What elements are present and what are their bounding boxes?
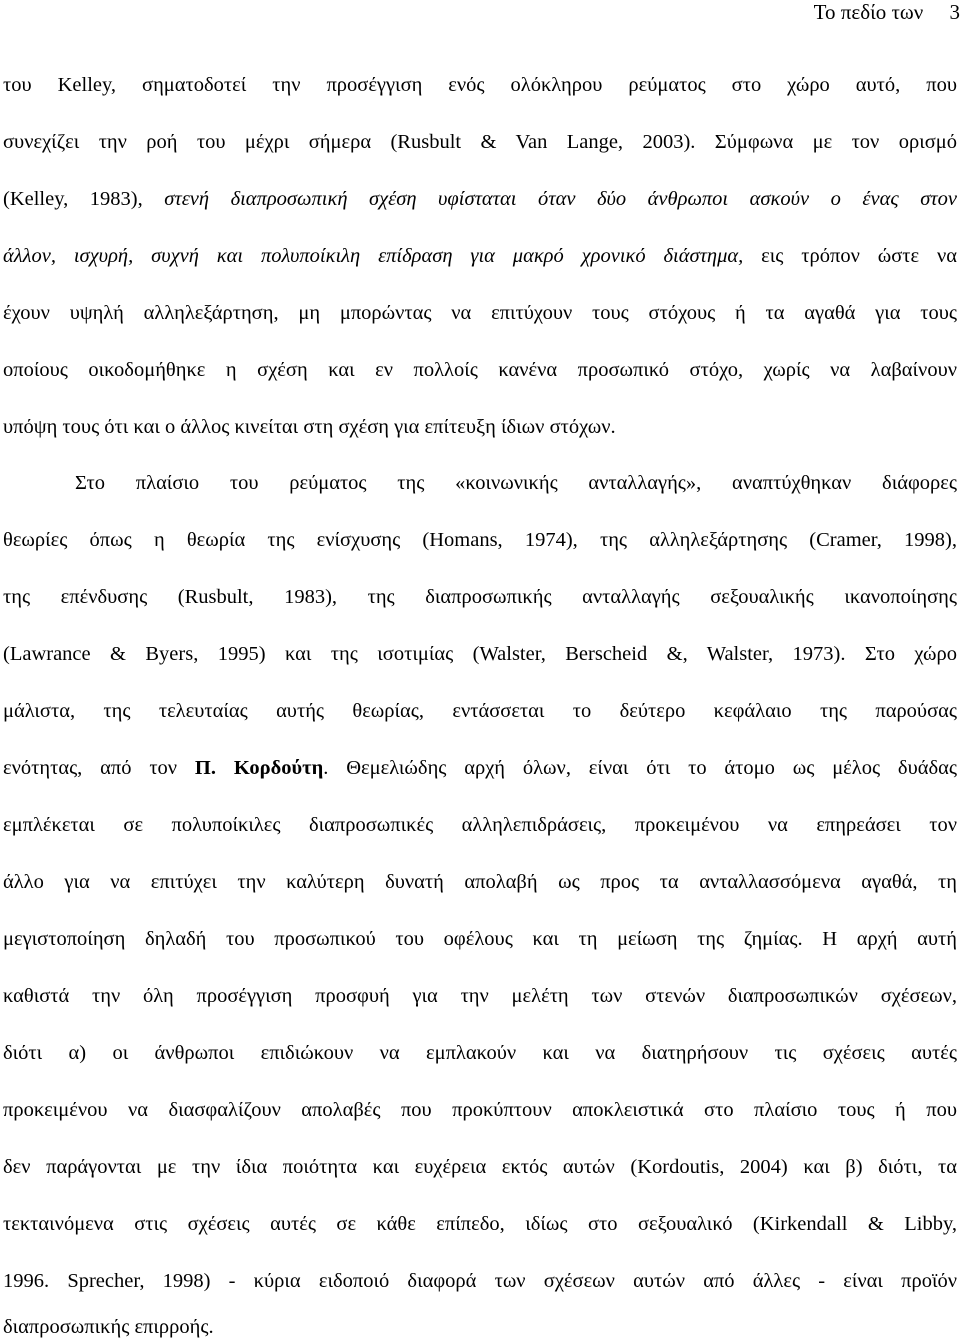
- author-name: Π. Κορδούτη: [194, 757, 324, 779]
- text-line: θεωρίες όπως η θεωρία της ενίσχυσης (Homans, 1974), της αλληλεξάρτησης (Cramer, 1998),: [3, 529, 957, 551]
- text-run: εις τρόπον ώστε να: [743, 245, 957, 267]
- text-line: μεγιστοποίηση δηλαδή του προσωπικού του οφέλους και τη μείωση της ζημίας. Η αρχή αυτή: [3, 928, 957, 950]
- page-number: 3: [949, 0, 960, 24]
- text-line: διαπροσωπικής επιρροής.: [3, 1316, 214, 1338]
- text-line: εμπλέκεται σε πολυποίκιλες διαπροσωπικές αλληλεπιδράσεις, προκειμένου να επηρεάσει τον: [3, 814, 957, 836]
- definition-text: στενή διαπροσωπική σχέση υφίσταται όταν δύο άνθρωποι ασκούν ο ένας στον: [164, 188, 957, 210]
- text-line: υπόψη τους ότι και ο άλλος κινείται στη σχέση για επίτευξη ίδιων στόχων.: [3, 416, 616, 438]
- running-header: [814, 0, 960, 24]
- text-line: μάλιστα, της τελευταίας αυτής θεωρίας, εντάσσεται το δεύτερο κεφάλαιο της παρούσας: [3, 700, 957, 722]
- text-line: 1996. Sprecher, 1998) - κύρια ειδοποιό διαφορά των σχέσεων αυτών από άλλες - είναι προϊόν: [3, 1270, 957, 1292]
- text-line: (Lawrance & Byers, 1995) και της ισοτιμίας (Walster, Berscheid &, Walster, 1973). Στο χώρο: [3, 643, 957, 665]
- paragraph-first-line: Στο πλαίσιο του ρεύματος της «κοινωνικής ανταλλαγής», αναπτύχθηκαν διάφορες: [75, 472, 957, 494]
- text-line: διότι α) οι άνθρωποι επιδιώκουν να εμπλακούν και να διατηρήσουν τις σχέσεις αυτές: [3, 1042, 957, 1064]
- text-line: [3, 241, 957, 271]
- text-run: ενότητας, από τον: [3, 757, 195, 779]
- definition-text: άλλον, ισχυρή, συχνή και πολυποίκιλη επίδραση για μακρό χρονικό διάστημα,: [3, 245, 744, 267]
- text-line: καθιστά την όλη προσέγγιση προσφυή για την μελέτη των στενών διαπροσωπικών σχέσεων,: [3, 985, 957, 1007]
- text-run: (Kelley, 1983),: [3, 188, 165, 210]
- text-run: . Θεμελιώδης αρχή όλων, είναι ότι το άτομο ως μέλος δυάδας: [323, 757, 957, 779]
- text-line: [3, 753, 957, 783]
- text-line: τεκταινόμενα στις σχέσεις αυτές σε κάθε επίπεδο, ιδίως στο σεξουαλικό (Kirkendall & Libby,: [3, 1213, 957, 1235]
- text-line: της επένδυσης (Rusbult, 1983), της διαπροσωπικής ανταλλαγής σεξουαλικής ικανοποίησης: [3, 586, 957, 608]
- text-line: συνεχίζει την ροή του μέχρι σήμερα (Rusbult & Van Lange, 2003). Σύμφωνα με τον ορισμό: [3, 131, 957, 153]
- text-line: δεν παράγονται με την ίδια ποιότητα και ευχέρεια εκτός αυτών (Kordoutis, 2004) και β) διότι, τα: [3, 1156, 957, 1178]
- text-line: του Kelley, σηματοδοτεί την προσέγγιση ενός ολόκληρου ρεύματος στο χώρο αυτό, που: [3, 74, 957, 96]
- text-line: έχουν υψηλή αλληλεξάρτηση, μη μπορώντας να επιτύχουν τους στόχους ή τα αγαθά για τους: [3, 302, 957, 324]
- running-title: Το πεδίο των: [813, 0, 924, 24]
- text-line: οποίους οικοδομήθηκε η σχέση και εν πολλοίς κανένα προσωπικό στόχο, χωρίς να λαβαίνουν: [3, 359, 957, 381]
- text-line: άλλο για να επιτύχει την καλύτερη δυνατή απολαβή ως προς τα ανταλλασσόμενα αγαθά, τη: [3, 871, 957, 893]
- text-line: [3, 184, 957, 214]
- text-line: προκειμένου να διασφαλίζουν απολαβές που προκύπτουν αποκλειστικά στο πλαίσιο τους ή που: [3, 1099, 957, 1121]
